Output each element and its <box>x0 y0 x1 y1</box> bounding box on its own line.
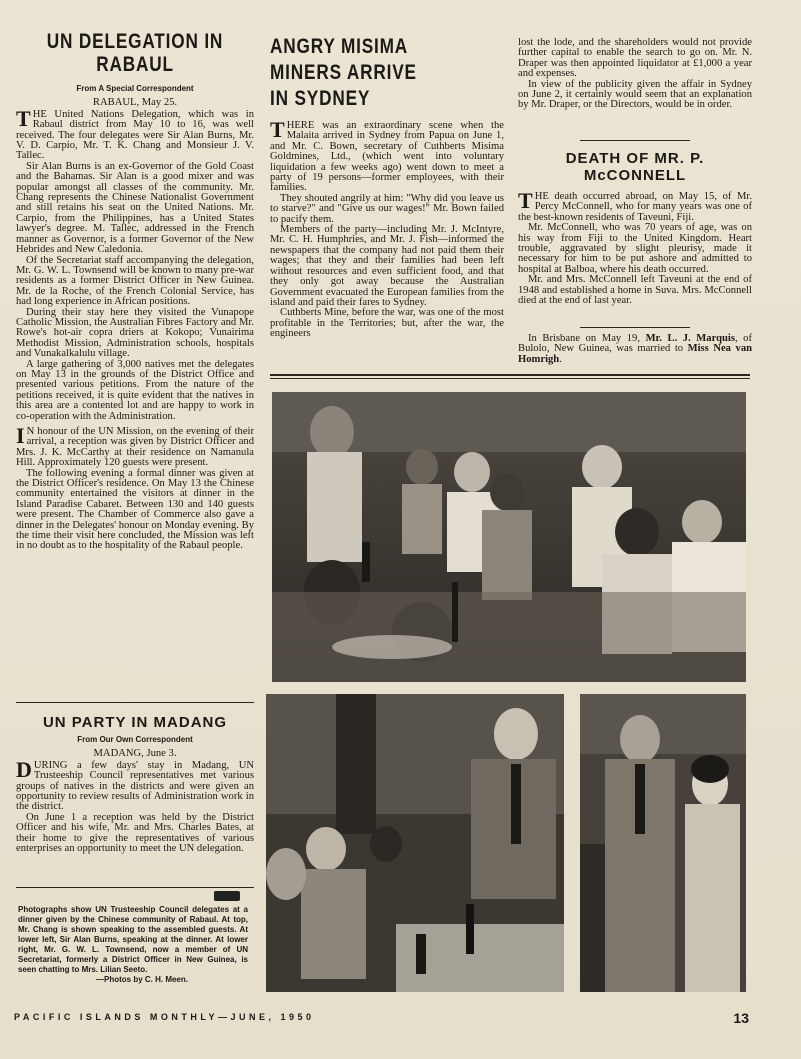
article-angry-misima-miners <box>270 34 504 340</box>
photo-dinner-top-image <box>272 392 746 682</box>
paragraph: THERE was an extraordinary scene when the Malaita arrived in Sydney from Papua on June 1, and Mr. C. Bown, secretary of Cuthberts Misima Goldmines, Ltd., (which went into voluntary liquidation a few weeks ago) went down to meet a party of 19 persons—former employees, with their families. <box>270 117 504 194</box>
paragraph: IN honour of the UN Mission, on the evening of their arrival, a reception was given by District Officer and Mrs. J. K. McCarthy at their residence on Namanula Hill. Approximately 120 guests were present. <box>16 423 254 469</box>
photo-dinner-lower-left <box>266 694 564 992</box>
paragraph: DURING a few days' stay in Madang, UN Trusteeship Council representatives met various groups of natives in the districts and were given an opportunity to review results of Administration work in the district. <box>16 756 254 813</box>
photo-dinner-top <box>272 392 746 682</box>
paragraph: THE death occurred abroad, on May 15, of Mr. Percy McConnell, who for many years was one of the best-known residents of Taveuni, Fiji. <box>518 188 752 223</box>
column-rule <box>580 140 690 141</box>
dateline: RABAUL, May 25. <box>92 97 178 109</box>
byline: From Our Own Correspondent <box>77 735 193 744</box>
headline: UN DELEGATION IN RABAUL <box>46 30 224 76</box>
paragraph: On June 1 a reception was held by the District Officer and his wife, Mr. and Mrs. Charles Bates, at their home to give the representatives of various enterprises an opportunity to meet the UN delegation. <box>16 811 254 855</box>
footer-masthead: PACIFIC ISLANDS MONTHLY—JUNE, 1950 <box>14 1012 315 1022</box>
article-death-mcconnell <box>518 150 752 306</box>
article-misima-continued <box>518 38 752 111</box>
byline: From A Special Correspondent <box>76 84 194 93</box>
caption-rule <box>16 887 254 888</box>
headline: DEATH OF MR. P. McCONNELL <box>565 150 705 184</box>
paragraph: Sir Alan Burns is an ex-Governor of the Gold Coast and the Bahamas. Sir Alan is a good mixer and was popular amongst all classes of the community. Mr. Chang represents the Chinese Nationalist Government and still retains his seat on the United Nations. Mr. Carpio, from the Philippines, has a United States lawyer's degree. M. Tallec, addressed in the French manner as Governor, is a former Governor of the New Hebrides and New Caledonia. <box>16 160 254 256</box>
column-rule <box>580 327 690 328</box>
photo-dinner-lower-left-image <box>266 694 564 992</box>
paragraph: THE United Nations Delegation, which was in Rabaul district from May 10 to 16, was well received. The four delegates were Sir Alan Burns, Mr. V. D. Carpio, Mr. T. K. Chang and Monsieur J. V. Tallec. <box>16 105 254 162</box>
paragraph: In view of the publicity given the affair in Sydney on June 2, it certainly would seem that an explanation by Mr. Draper, or the Directors, would be in order. <box>518 78 752 111</box>
section-rule <box>270 374 750 376</box>
paragraph: Cuthberts Mine, before the war, was one of the most profitable in the Territories; but, after the war, the engineers <box>270 307 504 340</box>
paragraph <box>518 334 752 365</box>
photo-credit: —Photos by C. H. Meen. <box>95 975 188 984</box>
photo-lower-right <box>580 694 746 992</box>
paragraph: Mr. McConnell, who was 70 years of age, was on his way from Fiji to the United Kingdom. Heart trouble, aggravated by slight pleurisy, made it necessary for him to be put ashore and admitted to hospital at Balboa, where his death occurred. <box>518 222 752 275</box>
section-rule <box>270 378 750 379</box>
headline: UN PARTY IN MADANG <box>42 714 228 731</box>
notice-name-2: Miss Nea van Homrigh <box>518 343 753 365</box>
column-rule <box>16 702 254 703</box>
article-un-delegation-rabaul <box>16 30 254 552</box>
marriage-notice <box>518 334 752 365</box>
paragraph: A large gathering of 3,000 natives met the delegates on May 13 in the grounds of the District Office and presented various petitions. From the nature of the petitions received, it is quite evident that the natives in this area are a contented lot and are happy to work in co-operation with the Administration. <box>16 358 254 422</box>
paragraph: They shouted angrily at him: "Why did you leave us to starve?" and "Give us our wages!" Mr. Bown failed to pacify them. <box>270 192 504 225</box>
headline: ANGRY MISIMA MINERS ARRIVE IN SYDNEY <box>270 35 417 110</box>
page-number: 13 <box>733 1010 749 1026</box>
photo-caption <box>18 905 248 985</box>
notice-name-1: Mr. L. J. Marquis <box>645 333 735 344</box>
article-un-party-madang <box>16 714 254 854</box>
photo-lower-right-image <box>580 694 746 992</box>
paragraph: Members of the party—including Mr. J. McIntyre, Mr. C. H. Humphries, and Mr. J. Fish—informed the newspapers that the company had not paid them their wages; that they and their families had been left without resources and even sufficient food, and that they only got away because the Australian Government evacuated the European families from the island and paid their fares to Sydney. <box>270 224 504 308</box>
notice-middle: , of Bulolo, New Guinea, was married to <box>518 333 752 355</box>
paragraph: Mr. and Mrs. McConnell left Taveuni at the end of 1948 and established a home in Suva. Mrs. McConnell died at the end of last year. <box>518 274 752 307</box>
camera-icon <box>214 891 240 901</box>
paragraph: lost the lode, and the shareholders would not provide further capital to enable the search to go on. Mr. N. Draper was then appointed liquidator at £1,000 a year and expenses. <box>518 37 752 80</box>
paragraph: The following evening a formal dinner was given at the District Officer's residence. On May 13 the Chinese community entertained the visitors at dinner in the Island Paradise Cabaret. Between 130 and 140 guests were present. The Chamber of Commerce also gave a dinner in the Delegates' honour on Monday evening. By the time their visit here concluded, the Mission was left in no doubt as to the hospitality of the Rabaul people. <box>16 467 254 552</box>
caption-text: Photographs show UN Trusteeship Council delegates at a dinner given by the Chinese community of Rabaul. At top, Mr. Chang is shown speaking to the assembled guests. At lower left, Sir Alan Burns, speaking at the dinner. At lower right, Mr. G. W. L. Townsend, now a member of UN Secretariat, formerly a District Officer in New Guinea, is seen chatting to Mrs. Lilian Seeto. <box>18 905 248 974</box>
paragraph: Of the Secretariat staff accompanying the delegation, Mr. G. W. L. Townsend will be known to many pre-war residents as a former District Officer in New Guinea. Mr. de la Roche, of the French Colonial Service, has had long experience in African positions. <box>16 254 254 308</box>
notice-end: . <box>559 353 562 365</box>
notice-lead: In Brisbane on May 19, <box>528 333 646 344</box>
dateline: MADANG, June 3. <box>93 748 177 760</box>
paragraph: During their stay here they visited the Vunapope Catholic Mission, the Australian Fibres Factory and Mr. Rowe's hot-air copra driers at Kokopo; Vunairima Methodist Mission, Administration schools, hospitals and Vunakalkalulu village. <box>16 306 254 360</box>
